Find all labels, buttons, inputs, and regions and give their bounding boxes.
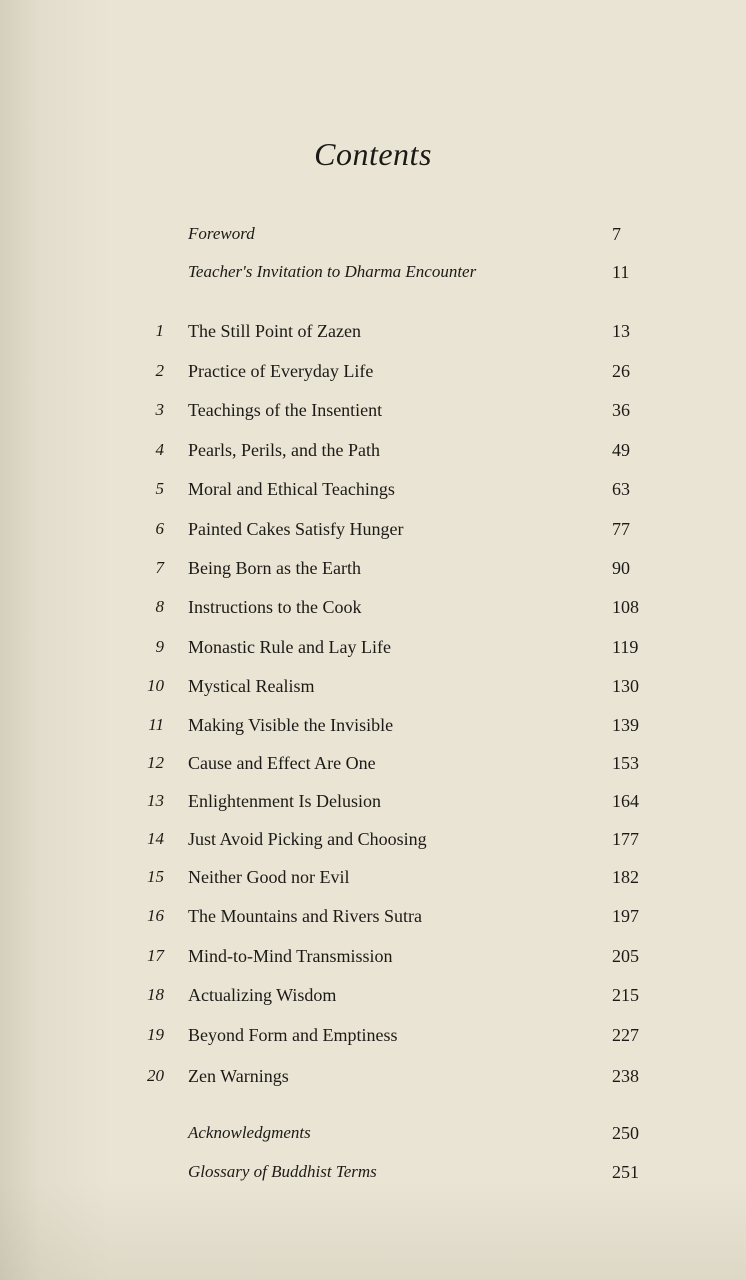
entry-title: Painted Cakes Satisfy Hunger xyxy=(188,519,404,539)
toc-entry xyxy=(0,321,746,349)
chapter-number: 10 xyxy=(147,676,164,695)
chapter-number: 14 xyxy=(147,829,164,848)
toc-entry xyxy=(0,224,746,252)
entry-title: Moral and Ethical Teachings xyxy=(188,479,395,499)
page-number: 227 xyxy=(612,1025,639,1045)
chapter-number: 6 xyxy=(155,519,164,538)
toc-entry xyxy=(0,479,746,507)
entry-title: Just Avoid Picking and Choosing xyxy=(188,829,427,849)
chapter-number: 11 xyxy=(148,715,164,734)
toc-entry xyxy=(0,906,746,934)
page-number: 11 xyxy=(612,262,630,282)
entry-title: Mind-to-Mind Transmission xyxy=(188,946,393,966)
toc-entry xyxy=(0,597,746,625)
page-number: 251 xyxy=(612,1162,639,1182)
chapter-number: 4 xyxy=(155,440,164,459)
entry-title: Glossary of Buddhist Terms xyxy=(188,1162,377,1181)
entry-title: Zen Warnings xyxy=(188,1066,289,1086)
entry-title: Foreword xyxy=(188,224,255,243)
chapter-number: 1 xyxy=(155,321,164,340)
entry-title: Pearls, Perils, and the Path xyxy=(188,440,380,460)
entry-title: Monastic Rule and Lay Life xyxy=(188,637,391,657)
chapter-number: 18 xyxy=(147,985,164,1004)
entry-title: Making Visible the Invisible xyxy=(188,715,394,735)
toc-entry xyxy=(0,1123,746,1151)
chapter-number: 8 xyxy=(155,597,164,616)
entry-title: Being Born as the Earth xyxy=(188,558,361,578)
entry-title: Mystical Realism xyxy=(188,676,315,696)
chapter-number: 9 xyxy=(155,637,164,656)
page-number: 63 xyxy=(612,479,630,499)
page-number: 153 xyxy=(612,753,639,773)
page-number: 108 xyxy=(612,597,639,617)
page-number: 77 xyxy=(612,519,630,539)
toc-entry xyxy=(0,361,746,389)
toc-entry xyxy=(0,985,746,1013)
page-number: 13 xyxy=(612,321,630,341)
toc-entry xyxy=(0,440,746,468)
toc-entry xyxy=(0,1162,746,1190)
entry-title: Enlightenment Is Delusion xyxy=(188,791,381,811)
toc-entry xyxy=(0,676,746,704)
page-number: 215 xyxy=(612,985,639,1005)
toc-entry xyxy=(0,946,746,974)
page-number: 139 xyxy=(612,715,639,735)
toc-entry xyxy=(0,558,746,586)
toc-entry xyxy=(0,753,746,781)
chapter-number: 5 xyxy=(155,479,164,498)
toc-entry xyxy=(0,637,746,665)
toc-entry xyxy=(0,715,746,743)
entry-title: Acknowledgments xyxy=(188,1123,311,1142)
page-number: 119 xyxy=(612,637,639,657)
toc-entry xyxy=(0,791,746,819)
entry-title: Practice of Everyday Life xyxy=(188,361,374,381)
page-number: 90 xyxy=(612,558,630,578)
toc-entry xyxy=(0,1025,746,1053)
entry-title: The Mountains and Rivers Sutra xyxy=(188,906,422,926)
chapter-number: 12 xyxy=(147,753,164,772)
toc-entry xyxy=(0,829,746,857)
page-number: 49 xyxy=(612,440,630,460)
page-number: 7 xyxy=(612,224,621,244)
toc-entry xyxy=(0,519,746,547)
chapter-number: 13 xyxy=(147,791,164,810)
page-number: 130 xyxy=(612,676,639,696)
page-number: 36 xyxy=(612,400,630,420)
chapter-number: 7 xyxy=(155,558,164,577)
entry-title: Cause and Effect Are One xyxy=(188,753,376,773)
page-number: 197 xyxy=(612,906,639,926)
entry-title: Teachings of the Insentient xyxy=(188,400,383,420)
toc-entry xyxy=(0,262,746,290)
page-number: 250 xyxy=(612,1123,639,1143)
page-title: Contents xyxy=(314,136,432,172)
chapter-number: 19 xyxy=(147,1025,164,1044)
chapter-number: 3 xyxy=(155,400,164,419)
entry-title: Teacher's Invitation to Dharma Encounter xyxy=(188,262,477,281)
toc-entry xyxy=(0,867,746,895)
entry-title: Neither Good nor Evil xyxy=(188,867,350,887)
page-number: 177 xyxy=(612,829,639,849)
chapter-number: 16 xyxy=(147,906,164,925)
page-number: 26 xyxy=(612,361,630,381)
page-number: 164 xyxy=(612,791,639,811)
page-number: 238 xyxy=(612,1066,639,1086)
chapter-number: 17 xyxy=(147,946,164,965)
page-number: 205 xyxy=(612,946,639,966)
entry-title: The Still Point of Zazen xyxy=(188,321,361,341)
entry-title: Beyond Form and Emptiness xyxy=(188,1025,398,1045)
chapter-number: 2 xyxy=(155,361,164,380)
entry-title: Instructions to the Cook xyxy=(188,597,362,617)
chapter-number: 15 xyxy=(147,867,164,886)
entry-title: Actualizing Wisdom xyxy=(188,985,337,1005)
toc-entry xyxy=(0,1066,746,1094)
chapter-number: 20 xyxy=(147,1066,164,1085)
toc-entry xyxy=(0,400,746,428)
page-number: 182 xyxy=(612,867,639,887)
